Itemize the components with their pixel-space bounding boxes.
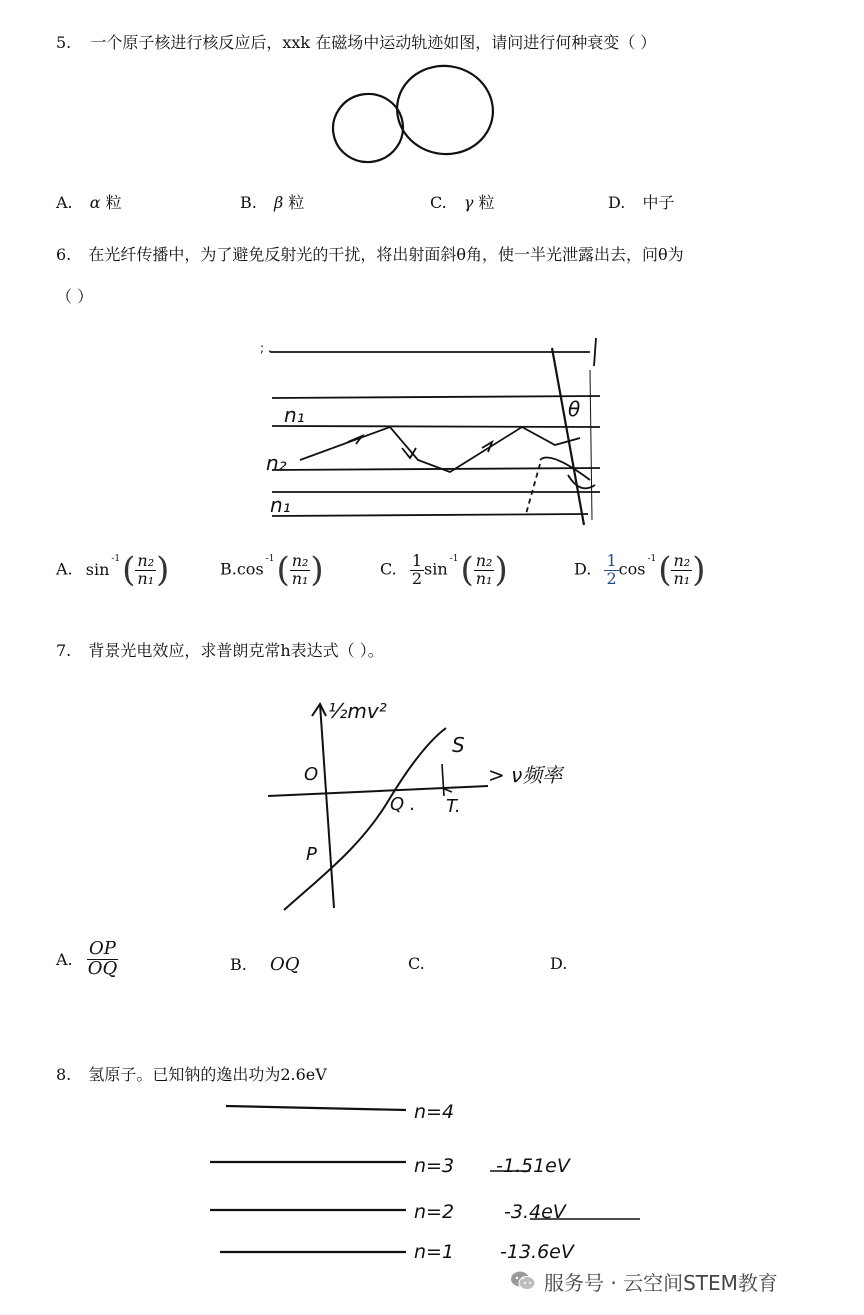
left-paren: ( [460, 550, 474, 590]
option-text: 粒 [288, 193, 305, 212]
option-sup: -1 [449, 553, 459, 564]
vertical-mark [594, 338, 596, 366]
q7-number: 7. [56, 641, 72, 660]
core-line-bottom [272, 468, 600, 470]
large-track-circle [391, 60, 498, 160]
option-symbol: α [89, 193, 101, 212]
option-letter: A. [56, 949, 73, 969]
ek-frequency-line [284, 728, 446, 910]
point-s-label: S [452, 733, 465, 757]
option-coefficient: $\frac{1}{2}$ [411, 550, 423, 588]
option-letter: A. [56, 559, 73, 579]
q6-option-d[interactable] [574, 550, 705, 590]
level-label-n4: n=4 [414, 1101, 455, 1123]
option-letter: B. [240, 193, 257, 212]
level-label-n3: n=3 [414, 1155, 455, 1177]
watermark-text: 服务号 · 云空间STEM教育 [544, 1270, 778, 1295]
level-energy-n1: -13.6eV [500, 1241, 574, 1263]
watermark [510, 1266, 778, 1296]
q8-stem [56, 1062, 327, 1085]
option-letter: D. [550, 954, 568, 973]
left-paren: ( [122, 550, 136, 590]
reference-line [590, 370, 592, 520]
q7-option-a[interactable] [56, 940, 119, 979]
label-n2: n₂ [266, 451, 287, 475]
option-letter: C. [430, 193, 447, 212]
wechat-icon [510, 1270, 536, 1292]
option-sup: -1 [111, 553, 121, 564]
q6-option-c[interactable] [380, 550, 508, 590]
q7-option-c[interactable] [408, 954, 425, 973]
right-paren: ) [494, 550, 508, 590]
option-func: cos [236, 559, 264, 579]
option-letter: D. [574, 559, 592, 579]
q5-text: 一个原子核进行核反应后，xxk 在磁场中运动轨迹如图，请问进行何种衰变（ ） [90, 33, 657, 52]
option-text: 粒 [105, 193, 122, 212]
option-letter: D. [608, 193, 626, 212]
option-letter: C. [380, 559, 397, 579]
option-text: 中子 [642, 193, 675, 212]
x-axis-label: > ν频率 [488, 763, 563, 787]
q7-stem [56, 638, 384, 661]
q5-option-a[interactable] [56, 190, 122, 213]
q6-stem [56, 242, 684, 265]
cladding-line-1 [272, 396, 600, 398]
x-axis [268, 786, 488, 796]
tick-mark: ; . [260, 341, 272, 355]
small-track-circle [328, 88, 409, 165]
option-text: 粒 [478, 193, 495, 212]
level-energy-n3: -1.51eV [496, 1155, 570, 1177]
option-sup: -1 [265, 553, 275, 564]
option-fraction: $\frac{\text{n₂}}{\text{n₁}}$ [475, 550, 493, 588]
q5-option-c[interactable] [430, 190, 495, 213]
option-fraction: $\frac{OP}{OQ}$ [87, 938, 118, 979]
q5-number: 5. [56, 33, 72, 52]
core-line-top [272, 426, 600, 427]
option-sup: -1 [647, 553, 657, 564]
label-theta: θ [568, 397, 581, 421]
q8-text: 氢原子。已知钠的逸出功为2.6eV [88, 1065, 327, 1084]
level-line-n4 [226, 1106, 406, 1110]
option-fraction: $\frac{\text{n₂}}{\text{n₁}}$ [137, 550, 155, 588]
option-fraction: $\frac{\text{n₂}}{\text{n₁}}$ [291, 550, 309, 588]
label-n1-top: n₁ [284, 403, 305, 427]
option-letter: B. [230, 955, 247, 974]
oblique-end-face [552, 348, 584, 525]
q6-text: 在光纤传播中，为了避免反射光的干扰，将出射面斜θ角，使一半光泄露出去，问θ为 [88, 245, 684, 264]
left-paren: ( [276, 550, 290, 590]
point-o-label: O [304, 764, 319, 785]
q7-option-d[interactable] [550, 954, 567, 973]
y-axis-label: ½mv² [328, 699, 387, 723]
dashed-normal [526, 464, 540, 514]
q8-number: 8. [56, 1065, 72, 1084]
q7-option-b[interactable] [230, 954, 299, 975]
option-func: sin [85, 559, 110, 579]
y-axis-arrow [312, 704, 326, 716]
option-symbol: γ [463, 193, 474, 212]
right-paren: ) [156, 550, 170, 590]
q5-stem [56, 30, 656, 53]
q6-options [56, 550, 836, 620]
s-vertical-mark [442, 764, 444, 796]
q7-text: 背景光电效应，求普朗克常h表达式（ ）。 [88, 641, 384, 660]
light-ray-path [300, 427, 580, 472]
option-fraction: $\frac{\text{n₂}}{\text{n₁}}$ [673, 550, 691, 588]
q6-blank: （ ） [56, 287, 94, 306]
q5-options [56, 190, 836, 214]
q5-option-b[interactable] [240, 190, 304, 213]
option-value: OQ [269, 954, 300, 975]
option-letter: B. [220, 559, 237, 579]
q6-number: 6. [56, 245, 72, 264]
left-paren: ( [658, 550, 672, 590]
outer-line-bottom [272, 514, 588, 516]
right-paren: ) [692, 550, 706, 590]
q5-track-figure [320, 60, 510, 165]
option-letter: A. [56, 193, 73, 212]
right-paren: ) [310, 550, 324, 590]
level-label-n2: n=2 [414, 1201, 455, 1223]
q6-option-a[interactable] [56, 550, 169, 590]
point-q-label: Q . [390, 794, 416, 815]
q7-options [56, 940, 836, 996]
option-func: cos [618, 559, 646, 579]
point-p-label: P [306, 844, 317, 865]
option-letter: C. [408, 954, 425, 973]
q8-energy-level-diagram [200, 1092, 660, 1267]
q6-fiber-figure [250, 330, 620, 530]
option-func: sin [424, 559, 448, 579]
q5-option-d[interactable] [608, 190, 674, 213]
level-label-n1: n=1 [414, 1241, 455, 1263]
level-energy-n2: -3.4eV [504, 1201, 566, 1223]
point-t-label: T. [446, 796, 461, 817]
option-coefficient: $\frac{1}{2}$ [606, 550, 617, 588]
q6-option-b[interactable] [220, 550, 324, 590]
label-n1-bottom: n₁ [270, 493, 291, 517]
option-symbol: β [273, 193, 284, 212]
q7-photoelectric-graph [262, 676, 622, 921]
